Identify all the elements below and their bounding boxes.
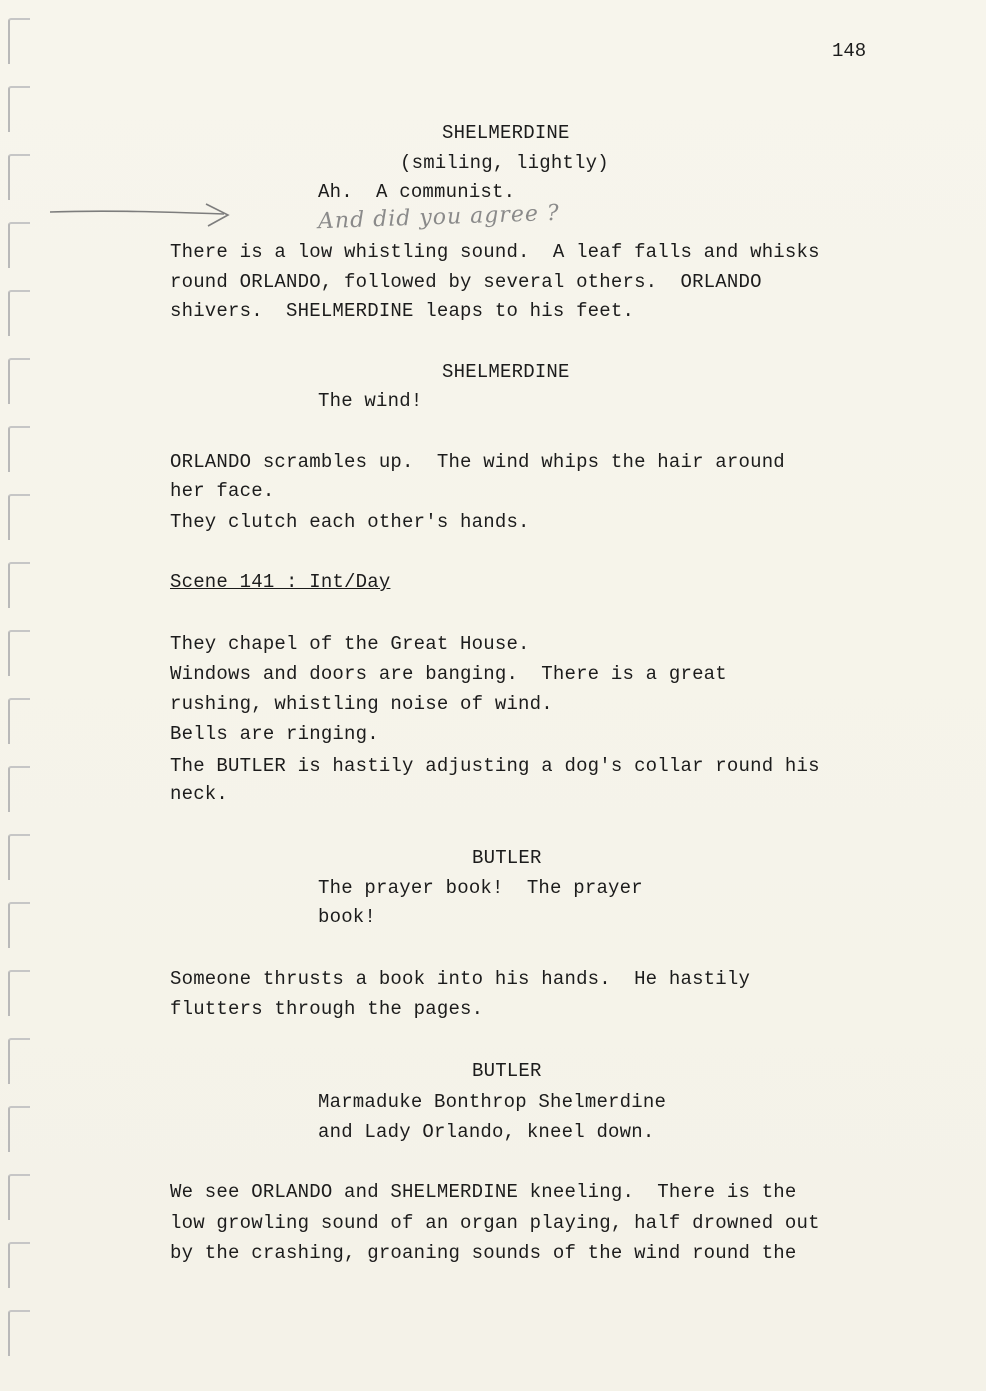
- punch-hole: [8, 494, 30, 540]
- handwritten-note: And did you agree ?: [317, 200, 561, 235]
- action-line: ORLANDO scrambles up. The wind whips the hair around: [170, 451, 785, 473]
- action-line: round ORLANDO, followed by several others. ORLANDO: [170, 271, 762, 293]
- punch-hole: [8, 834, 30, 880]
- punch-hole: [8, 358, 30, 404]
- arrow-icon: [48, 200, 238, 230]
- action-line: shivers. SHELMERDINE leaps to his feet.: [170, 300, 635, 322]
- punch-hole: [8, 902, 30, 948]
- punch-hole: [8, 86, 30, 132]
- dialogue-line: and Lady Orlando, kneel down.: [318, 1121, 655, 1143]
- punch-hole: [8, 630, 30, 676]
- action-line: They clutch each other's hands.: [170, 511, 530, 533]
- character-name: SHELMERDINE: [442, 122, 570, 144]
- punch-hole: [8, 154, 30, 200]
- dialogue-line: book!: [318, 906, 377, 928]
- page-number: 148: [832, 40, 867, 62]
- dialogue-line: The prayer book! The prayer: [318, 877, 643, 899]
- punch-hole: [8, 698, 30, 744]
- character-name: SHELMERDINE: [442, 361, 570, 383]
- punch-hole: [8, 18, 30, 64]
- punch-hole: [8, 766, 30, 812]
- action-line: neck.: [170, 783, 229, 805]
- action-line: Someone thrusts a book into his hands. He hastily: [170, 968, 751, 990]
- action-line: There is a low whistling sound. A leaf falls and whisks: [170, 241, 820, 263]
- action-line: The BUTLER is hastily adjusting a dog's collar round his: [170, 755, 820, 777]
- punch-hole: [8, 1174, 30, 1220]
- action-line: They chapel of the Great House.: [170, 633, 530, 655]
- action-line: rushing, whistling noise of wind.: [170, 693, 553, 715]
- action-line: Bells are ringing.: [170, 723, 379, 745]
- character-name: BUTLER: [472, 1060, 542, 1082]
- parenthetical: (smiling, lightly): [400, 152, 609, 174]
- action-line: We see ORLANDO and SHELMERDINE kneeling. There is the: [170, 1181, 797, 1203]
- action-line: flutters through the pages.: [170, 998, 484, 1020]
- dialogue-line: Ah. A communist.: [318, 181, 516, 203]
- action-line: low growling sound of an organ playing, half drowned out: [170, 1212, 820, 1234]
- punch-hole: [8, 1038, 30, 1084]
- punch-hole: [8, 970, 30, 1016]
- binding-holes: [0, 0, 40, 1391]
- punch-hole: [8, 562, 30, 608]
- punch-hole: [8, 290, 30, 336]
- action-line: Windows and doors are banging. There is a great: [170, 663, 727, 685]
- punch-hole: [8, 1310, 30, 1356]
- punch-hole: [8, 1106, 30, 1152]
- action-line: her face.: [170, 480, 275, 502]
- dialogue-line: Marmaduke Bonthrop Shelmerdine: [318, 1091, 667, 1113]
- character-name: BUTLER: [472, 847, 542, 869]
- scene-heading: Scene 141 : Int/Day: [170, 571, 391, 593]
- action-line: by the crashing, groaning sounds of the wind round the: [170, 1242, 797, 1264]
- punch-hole: [8, 222, 30, 268]
- punch-hole: [8, 426, 30, 472]
- dialogue-line: The wind!: [318, 390, 423, 412]
- punch-hole: [8, 1242, 30, 1288]
